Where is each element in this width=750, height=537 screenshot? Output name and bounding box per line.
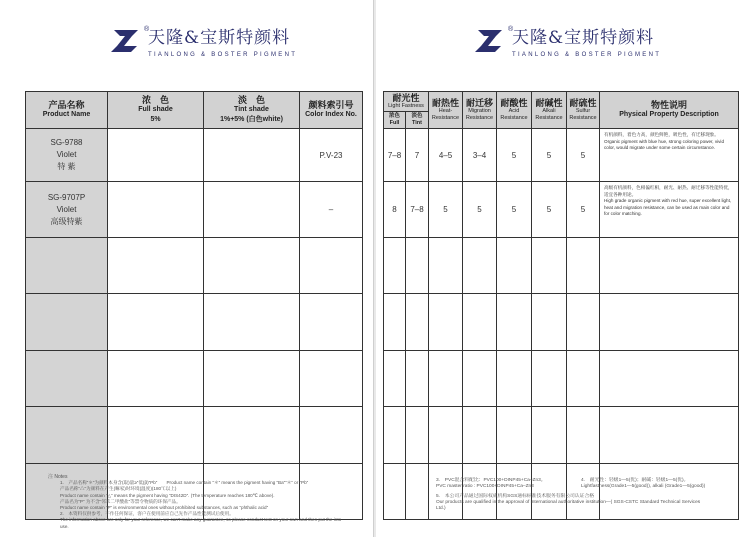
header-tint-cn: 淡 色: [237, 95, 265, 105]
empty-cell: [384, 351, 406, 407]
physical-property-description: [600, 129, 739, 182]
empty-cell: [497, 294, 532, 351]
table-row-empty: [384, 294, 739, 351]
empty-cell: [429, 351, 463, 407]
header-physical-property: [600, 92, 739, 129]
full-shade-swatch: [108, 129, 204, 182]
header-light-full: [384, 112, 406, 129]
header-full-shade: [108, 92, 204, 129]
heat-value: 5: [429, 182, 463, 238]
empty-cell: [532, 407, 567, 464]
header-alkali-en: Alkali Resistance: [535, 108, 563, 121]
empty-cell: [108, 294, 204, 351]
note-line: 产品名称“△”为颜料在产生(嘛家)时环境(温度)(180℃以上): [60, 486, 177, 492]
product-code: SG-9707P: [47, 192, 86, 202]
header-sulfur-en: Sulfur Resistance: [569, 108, 597, 121]
header-migration-en: Migration Resistance: [465, 108, 494, 121]
brand-name-cn: 天隆&宝斯特颜料: [512, 28, 655, 48]
migration-value: 3–4: [463, 129, 497, 182]
note-3-cn: 3. PVC混合料配比：PVC100+DINP45+Ca–Zn3。: [436, 478, 546, 483]
table-header-row: [26, 92, 363, 129]
note-4-en: Lightfastness(Grade1—5(good)), alkali (Grade1—5(good)): [581, 484, 706, 490]
company-logo-icon: [472, 28, 506, 54]
header-phys-en: Physical Property Description: [619, 111, 719, 118]
empty-cell: [600, 407, 739, 464]
empty-cell: [384, 407, 406, 464]
empty-cell: [300, 238, 363, 294]
table-row-empty: [384, 238, 739, 294]
migration-value: 5: [463, 182, 497, 238]
light-tint-value: 7: [406, 129, 429, 182]
empty-cell: [384, 294, 406, 351]
empty-cell: [26, 407, 108, 464]
physical-property-description: [600, 182, 739, 238]
color-index-cell: P.V-23: [300, 129, 363, 182]
empty-cell: [463, 294, 497, 351]
acid-value: 5: [497, 182, 532, 238]
brand-name-cn: 天隆&宝斯特颜料: [148, 28, 291, 48]
empty-cell: [108, 351, 204, 407]
table-row: [384, 182, 739, 238]
note-line: 2. 本资料仅供参考，不作任何保证，客户在使用前应自己先作产品性能测试后使用。: [60, 511, 234, 517]
light-full-value: 7–8: [384, 129, 406, 182]
empty-cell: [204, 238, 300, 294]
registered-mark: ®: [508, 26, 514, 33]
header-phys-cn: 物性说明: [650, 100, 687, 110]
empty-cell: [429, 238, 463, 294]
header-color-index: [300, 92, 363, 129]
empty-cell: [384, 238, 406, 294]
empty-cell: [600, 351, 739, 407]
note-4-cn: 4. 耐光性：轻级1—5(优)；耐碱：轻级1—5(优)。: [581, 478, 689, 483]
empty-cell: [406, 294, 429, 351]
left-page: [0, 0, 374, 537]
color-index-cell: –: [300, 182, 363, 238]
light-tint-value: 7–8: [406, 182, 429, 238]
empty-cell: [406, 351, 429, 407]
header-tint-en: Tint shade: [234, 106, 269, 113]
header-migration: [463, 92, 497, 129]
table-row-empty: [26, 294, 363, 351]
tint-shade-swatch: [204, 129, 300, 182]
header-product-en: Product Name: [42, 111, 91, 118]
product-code: SG-9788: [50, 138, 83, 147]
empty-cell: [300, 351, 363, 407]
registered-mark: ®: [144, 26, 150, 33]
empty-cell: [204, 351, 300, 407]
empty-cell: [429, 294, 463, 351]
header-migration-cn: 耐迁移: [465, 98, 493, 108]
note-line: Product name contain “P” is environmental ones without prohibited substances, such as “phthalic acid”: [60, 505, 269, 511]
table-header-row: [384, 92, 739, 112]
header-tint-shade: [204, 92, 300, 129]
brand-header: [108, 28, 297, 58]
empty-cell: [497, 351, 532, 407]
header-acid-cn: 耐酸性: [500, 98, 528, 108]
note-3: [436, 478, 576, 490]
empty-cell: [600, 294, 739, 351]
empty-cell: [463, 407, 497, 464]
product-shade-table: [25, 91, 363, 520]
brand-name-en: TIANLONG & BOSTER PIGMENT: [148, 52, 298, 58]
header-light-full-en: Full: [389, 120, 400, 126]
description-en: Organic pigment with blue hue, strong coloring power, vivid color, would migrate under some certain circumstance.: [604, 138, 725, 150]
table-row-empty: [26, 407, 363, 464]
product-name-en: Violet: [56, 150, 77, 159]
header-alkali: [532, 92, 567, 129]
empty-cell: [532, 238, 567, 294]
empty-cell: [204, 294, 300, 351]
company-logo-icon: [108, 28, 142, 54]
alkali-value: 5: [532, 182, 567, 238]
note-5: [436, 494, 706, 513]
note-line: 产品名为“P” 为不含“邻苯二甲酸盐”等禁令物质的环保产品。: [60, 498, 181, 504]
header-ci-en: Color Index No.: [305, 111, 357, 118]
empty-cell: [26, 294, 108, 351]
empty-cell: [567, 238, 600, 294]
header-product-cn: 产品名称: [48, 100, 85, 110]
empty-cell: [406, 407, 429, 464]
empty-cell: [567, 294, 600, 351]
table-row-empty: [384, 407, 739, 464]
header-alkali-cn: 耐碱性: [535, 98, 563, 108]
heat-value: 4–5: [429, 129, 463, 182]
fastness-properties-table: [383, 91, 739, 520]
note-4: [581, 478, 741, 490]
table-row: [26, 129, 363, 182]
acid-value: 5: [497, 129, 532, 182]
table-row-empty: [384, 351, 739, 407]
empty-cell: [406, 464, 429, 520]
header-heat-en: Heat-Resistance: [431, 108, 460, 121]
empty-cell: [497, 407, 532, 464]
empty-cell: [532, 294, 567, 351]
empty-cell: [204, 407, 300, 464]
empty-cell: [108, 238, 204, 294]
light-full-value: 8: [384, 182, 406, 238]
alkali-value: 5: [532, 129, 567, 182]
description-en: High grade organic pigment with red hue, super excellent light, heat and migration resistance, can be used as main color and for color matching.: [604, 198, 732, 216]
empty-cell: [567, 407, 600, 464]
note-line: The information above are only for your reference, we can’t make any guarantee, so please conduct test on your own and then put the into use.: [60, 517, 342, 529]
header-light-cn: 耐光性: [392, 93, 420, 103]
header-light-en: Light Fastness: [388, 103, 424, 109]
full-shade-swatch: [108, 182, 204, 238]
description-cn: 高级有机颜料，色相偏红相，耐光、耐热、耐迁移等性能特优，适宜各种用途。: [604, 185, 733, 197]
empty-cell: [384, 464, 406, 520]
header-ci-cn: 颜料索引号: [308, 100, 354, 110]
header-full-cn: 浓 色: [141, 95, 169, 105]
empty-cell: [26, 238, 108, 294]
empty-cell: [108, 407, 204, 464]
empty-cell: [300, 294, 363, 351]
empty-cell: [600, 238, 739, 294]
header-light-tint: [406, 112, 429, 129]
product-name-en: Violet: [56, 204, 77, 214]
sulfur-value: 5: [567, 182, 600, 238]
empty-cell: [532, 351, 567, 407]
header-light-fastness: [384, 92, 429, 112]
brand-name-en: TIANLONG & BOSTER PIGMENT: [512, 52, 662, 58]
note-5-en: Our products are qualified in the approval of international authoritative institution—( SGS-CSTC Standard Technical Services Ltd.): [436, 500, 701, 512]
header-full-pct: 5%: [150, 116, 161, 123]
header-full-en: Full shade: [138, 106, 173, 113]
description-cn: 有机颜料，着色力高，颜色鲜艳，吸色性，有迁移现象。: [604, 132, 719, 137]
header-light-tint-en: Tint: [412, 120, 422, 126]
table-row-empty: [26, 351, 363, 407]
header-product-name: [26, 92, 108, 129]
notes-title: 注 Notes: [48, 474, 68, 480]
empty-cell: [497, 238, 532, 294]
header-light-tint-cn: 淡色: [411, 113, 423, 119]
table-row: [384, 129, 739, 182]
product-name-cell: [26, 182, 108, 238]
note-line: 1. 产品名称“＊”为颜料本身含(取)量≥“低(β)”Pb” Product name contain “＊” means the pigment having “Ba”“＊” or “Pb”: [60, 480, 309, 486]
note-3-en: PVC master ratio : PVC100+DINP45+Ca–Zn3: [436, 484, 534, 490]
empty-cell: [26, 351, 108, 407]
note-line: Product name contain “△” means the pigment having “DIS42D”. (The temperature reaches 180℃ above).: [60, 492, 275, 498]
table-row: [26, 182, 363, 238]
header-light-full-cn: 浓色: [388, 113, 400, 119]
note-5-cn: 5. 本公司产品通过国际权威机构SGS通标标准技术服务有限公司认证合格: [436, 494, 595, 499]
header-sulfur-cn: 耐硫性: [569, 98, 597, 108]
header-acid: [497, 92, 532, 129]
table-row-empty: [26, 238, 363, 294]
header-tint-pct: 1%+5% (白色white): [220, 116, 283, 123]
empty-cell: [406, 238, 429, 294]
empty-cell: [463, 238, 497, 294]
empty-cell: [429, 407, 463, 464]
header-heat-cn: 耐热性: [431, 98, 459, 108]
footnotes-left: [48, 474, 345, 530]
empty-cell: [463, 351, 497, 407]
header-sulfur: [567, 92, 600, 129]
tint-shade-swatch: [204, 182, 300, 238]
header-heat: [429, 92, 463, 129]
empty-cell: [567, 351, 600, 407]
product-name-cell: [26, 129, 108, 182]
sulfur-value: 5: [567, 129, 600, 182]
empty-cell: [300, 407, 363, 464]
right-page: [376, 0, 750, 537]
brand-header: [472, 28, 661, 58]
product-name-cn: 特 紫: [57, 162, 76, 171]
header-acid-en: Acid Resistance: [500, 108, 528, 121]
product-name-cn: 高级特紫: [50, 216, 83, 226]
